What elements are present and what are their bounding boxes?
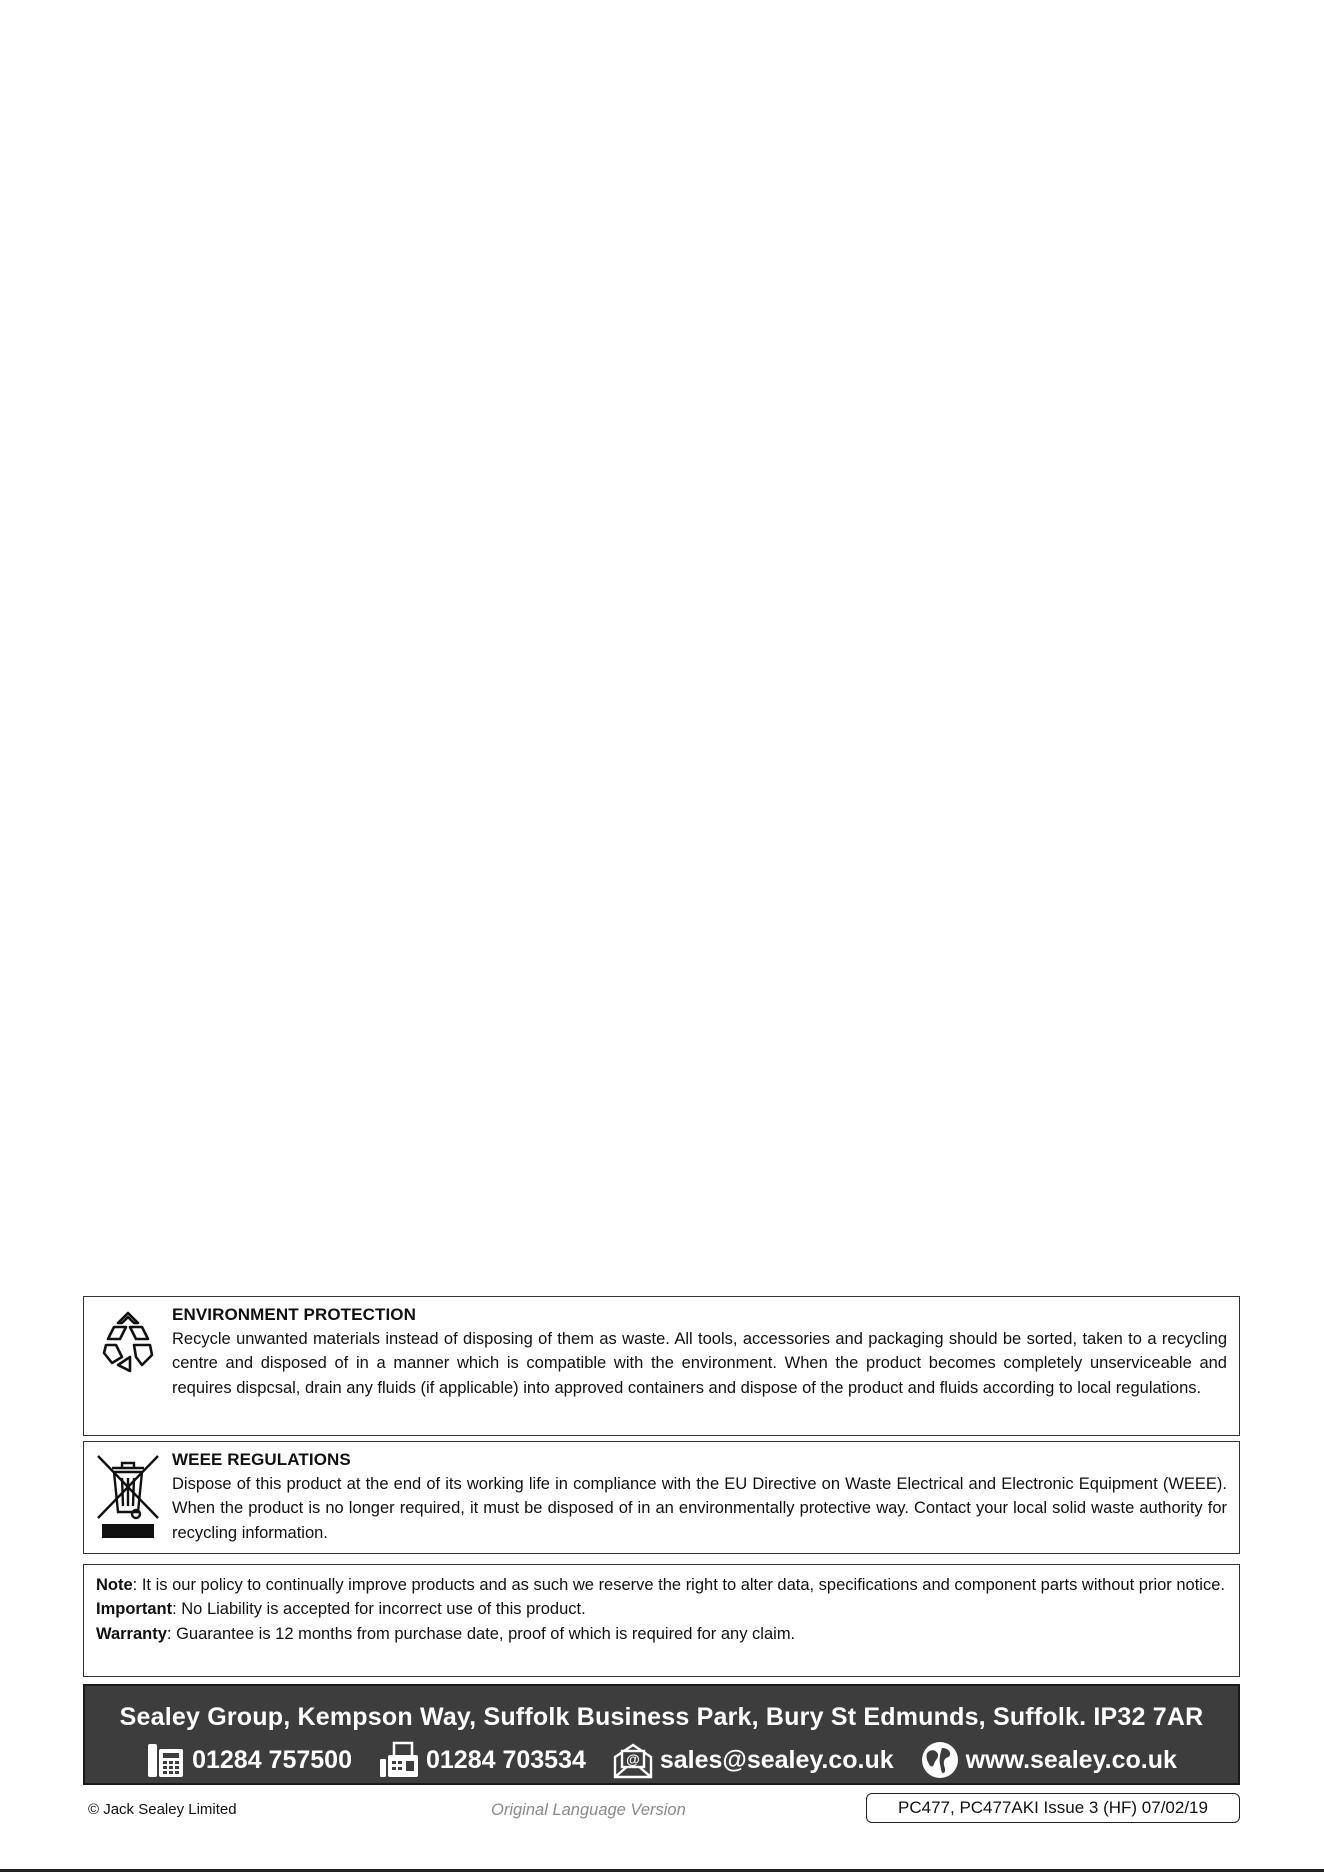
website-contact [920,1740,1177,1780]
email-contact [612,1741,894,1779]
fax-number: 01284 703534 [425,1745,586,1774]
notes-box [83,1564,1240,1677]
weee-title: WEEE REGULATIONS [172,1450,351,1469]
bottom-bar [83,1793,1240,1825]
important-line [96,1597,1227,1621]
note-line [96,1573,1227,1597]
warranty-line [96,1622,1227,1646]
environment-title: ENVIRONMENT PROTECTION [172,1305,416,1324]
telephone-icon [146,1741,186,1779]
crossed-bin-icon [96,1454,160,1545]
svg-text:@: @ [626,1751,640,1767]
contact-row [85,1740,1238,1780]
fax-icon [378,1741,420,1779]
weee-regulations-box [83,1441,1240,1554]
language-version: Original Language Version [491,1801,686,1819]
email-icon [612,1741,654,1779]
important-text: : No Liability is accepted for incorrect use of this product. [172,1600,586,1619]
phone-contact [146,1741,352,1779]
note-text: : It is our policy to continually improve products and as such we reserve the right to alter data, specifications and component parts without prior notice. [132,1576,1225,1594]
copyright-text: © Jack Sealey Limited [88,1801,237,1818]
environment-text: Recycle unwanted materials instead of disposing of them as waste. All tools, accessories and packaging should be sorted, taken to a recycling centre and disposed of in a manner which is compatible with the environment. When the product becomes completely unserviceable and requires dispcsal, drain any fluids (if applicable) into approved containers and dispose of the product and fluids according to local regulations. [172,1330,1227,1397]
important-label: Important [96,1600,173,1619]
contact-footer [83,1684,1240,1785]
company-address: Sealey Group, Kempson Way, Suffolk Business Park, Bury St Edmunds, Suffolk. IP32 7AR [119,1703,1204,1731]
email-address[interactable]: sales@sealey.co.uk [659,1745,894,1774]
warranty-text: : Guarantee is 12 months from purchase date, proof of which is required for any claim. [166,1624,796,1643]
globe-icon [920,1740,960,1780]
fax-contact [378,1741,586,1779]
note-label: Note [96,1576,133,1594]
environment-protection-box [83,1296,1240,1436]
warranty-label: Warranty [96,1624,167,1643]
phone-number[interactable]: 01284 757500 [192,1745,352,1774]
issue-reference: PC477, PC477AKI Issue 3 (HF) 07/02/19 [866,1793,1240,1823]
weee-text: Dispose of this product at the end of its working life in compliance with the EU Directive on Waste Electrical and Electronic Equipment (WEEE). When the product is no longer required, it must be disposed of in an environmentally protective way. Contact your local solid waste authority for recycling information. [172,1475,1227,1542]
recycle-icon [96,1309,160,1378]
website-url[interactable]: www.sealey.co.uk [965,1745,1177,1774]
